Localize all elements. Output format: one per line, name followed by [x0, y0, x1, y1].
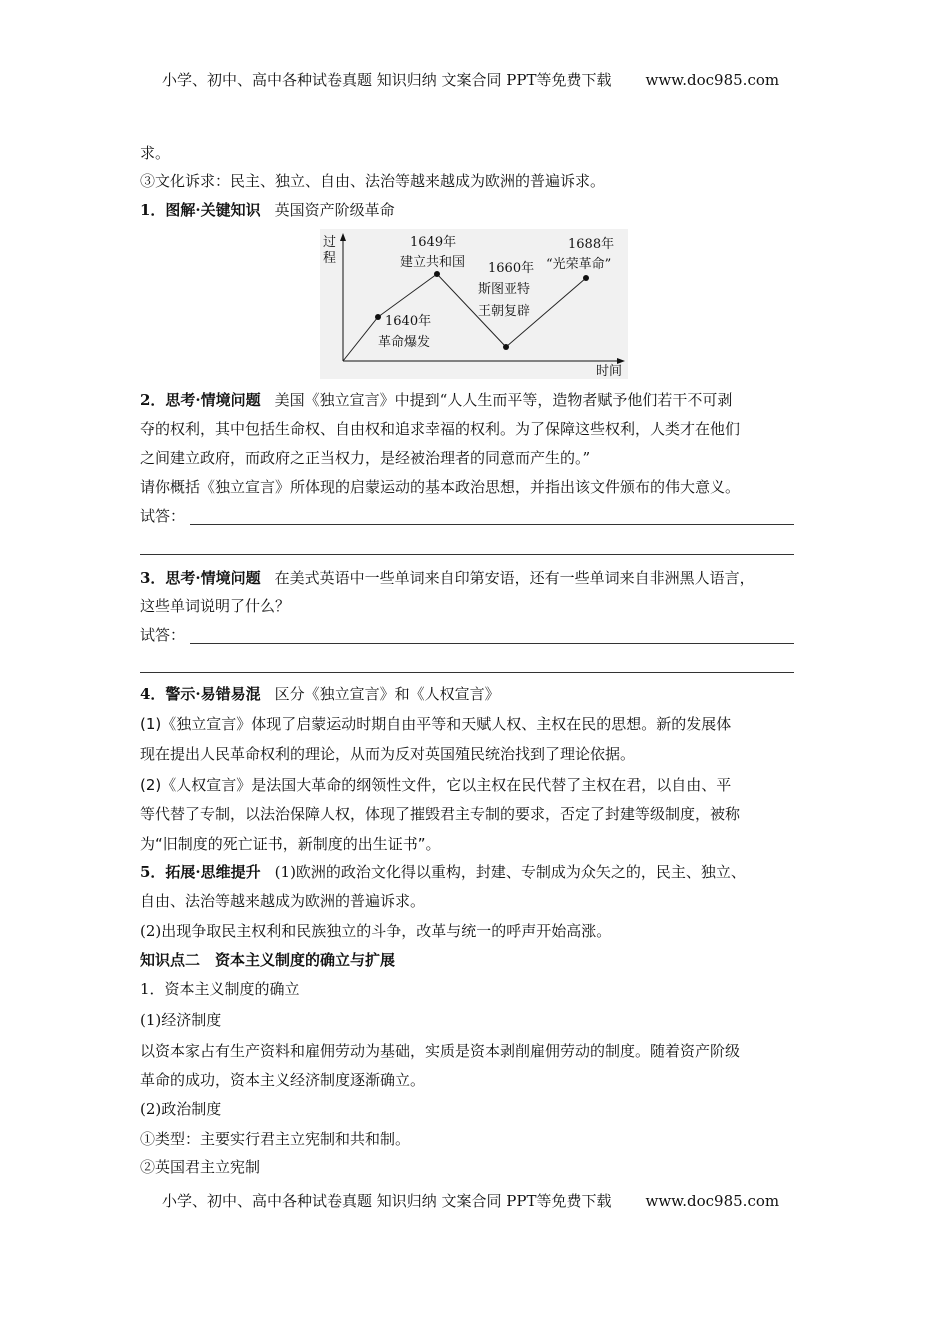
text-line: 等代替了专制，以法治保障人权，体现了摧毁君主专制的要求，否定了封建等级制度，被称 [140, 805, 741, 823]
event-year: 1649年 [410, 235, 457, 250]
header-text: 小学、初中、高中各种试卷真题 知识归纳 文案合同 PPT等免费下载 [162, 71, 612, 89]
section-3-heading [140, 568, 755, 588]
text-line: 自由、法治等越来越成为欧洲的普遍诉求。 [140, 892, 426, 910]
answer-label: 试答： [140, 507, 186, 525]
footer-text: 小学、初中、高中各种试卷真题 知识归纳 文案合同 PPT等免费下载 [162, 1192, 612, 1210]
section-label: 3．思考·情境问题 [140, 569, 261, 587]
section-4-heading [140, 684, 500, 704]
answer-line[interactable] [190, 524, 794, 525]
text-line: (2)《人权宣言》是法国大革命的纲领性文件，它以主权在民代替了主权在君，以自由、平 [140, 776, 732, 794]
text-line: 在美式英语中一些单词来自印第安语，还有一些单词来自非洲黑人语言， [274, 569, 755, 587]
text-line: 求。 [140, 144, 171, 162]
text-line: (1)《独立宣言》体现了启蒙运动时期自由平等和天赋人权、主权在民的思想。新的发展体 [140, 715, 732, 733]
section-2-heading [140, 390, 732, 410]
revolution-timeline-diagram [320, 229, 628, 379]
event-desc: 革命爆发 [378, 335, 431, 350]
event-year: 1688年 [568, 237, 615, 252]
answer-line[interactable] [190, 643, 794, 644]
text-line: (2)政治制度 [140, 1100, 222, 1118]
answer-label: 试答： [140, 626, 186, 644]
text-line: 请你概括《独立宣言》所体现的启蒙运动的基本政治思想，并指出该文件颁布的伟大意义。 [140, 478, 741, 496]
section-1-heading [140, 200, 395, 220]
header-url: www.doc985.com [645, 71, 780, 89]
text-line: ②英国君主立宪制 [140, 1158, 261, 1176]
event-desc: “光荣革命” [546, 257, 612, 272]
y-axis-arrow-icon [340, 233, 346, 241]
text-line: ③文化诉求：民主、独立、自由、法治等越来越成为欧洲的普遍诉求。 [140, 172, 606, 190]
event-point-1660 [503, 344, 509, 350]
event-point-1640 [375, 314, 381, 320]
event-point-1688 [583, 275, 589, 281]
text-line: 夺的权利，其中包括生命权、自由权和追求幸福的权利。为了保障这些权利，人类才在他们 [140, 420, 741, 438]
section-label: 4．警示·易错易混 [140, 685, 261, 703]
text-line: 现在提出人民革命权利的理论，从而为反对英国殖民统治找到了理论依据。 [140, 745, 636, 763]
answer-line[interactable] [140, 672, 794, 673]
page-footer [162, 1190, 779, 1211]
answer-line[interactable] [140, 554, 794, 555]
knowledge-point-title: 知识点二 资本主义制度的确立与扩展 [140, 951, 396, 969]
text-line: 以资本家占有生产资料和雇佣劳动为基础，实质是资本剥削雇佣劳动的制度。随着资产阶级 [140, 1042, 741, 1060]
text-line: 之间建立政府，而政府之正当权力，是经被治理者的同意而产生的。” [140, 449, 591, 467]
event-desc: 斯图亚特 [478, 282, 531, 297]
x-label: 时间 [596, 364, 623, 379]
footer-url: www.doc985.com [645, 1192, 780, 1210]
section-title: 区分《独立宣言》和《人权宣言》 [274, 685, 500, 703]
text-line: (1)欧洲的政治文化得以重构，封建、专制成为众矢之的，民主、独立、 [274, 863, 746, 881]
section-5-heading [140, 862, 746, 882]
text-line: 1．资本主义制度的确立 [140, 980, 300, 998]
text-line: 这些单词说明了什么？ [140, 597, 291, 615]
section-title: 英国资产阶级革命 [274, 201, 395, 219]
text-line: 美国《独立宣言》中提到“人人生而平等，造物者赋予他们若干不可剥 [274, 391, 733, 409]
event-desc: 建立共和国 [400, 255, 466, 270]
text-line: 为“旧制度的死亡证书，新制度的出生证书”。 [140, 835, 441, 853]
section-label: 5．拓展·思维提升 [140, 863, 261, 881]
text-line: ①类型：主要实行君主立宪制和共和制。 [140, 1130, 411, 1148]
event-desc: 王朝复辟 [478, 304, 531, 319]
event-year: 1660年 [488, 261, 535, 276]
text-line: (2)出现争取民主权利和民族独立的斗争，改革与统一的呼声开始高涨。 [140, 922, 612, 940]
y-label: 过 [323, 235, 337, 250]
page-header [162, 69, 779, 90]
event-year: 1640年 [385, 314, 432, 329]
section-label: 2．思考·情境问题 [140, 391, 261, 409]
text-line: (1)经济制度 [140, 1011, 222, 1029]
y-label: 程 [323, 251, 337, 266]
text-line: 革命的成功，资本主义经济制度逐渐确立。 [140, 1071, 426, 1089]
event-point-1649 [434, 271, 440, 277]
section-label: 1．图解·关键知识 [140, 201, 261, 219]
